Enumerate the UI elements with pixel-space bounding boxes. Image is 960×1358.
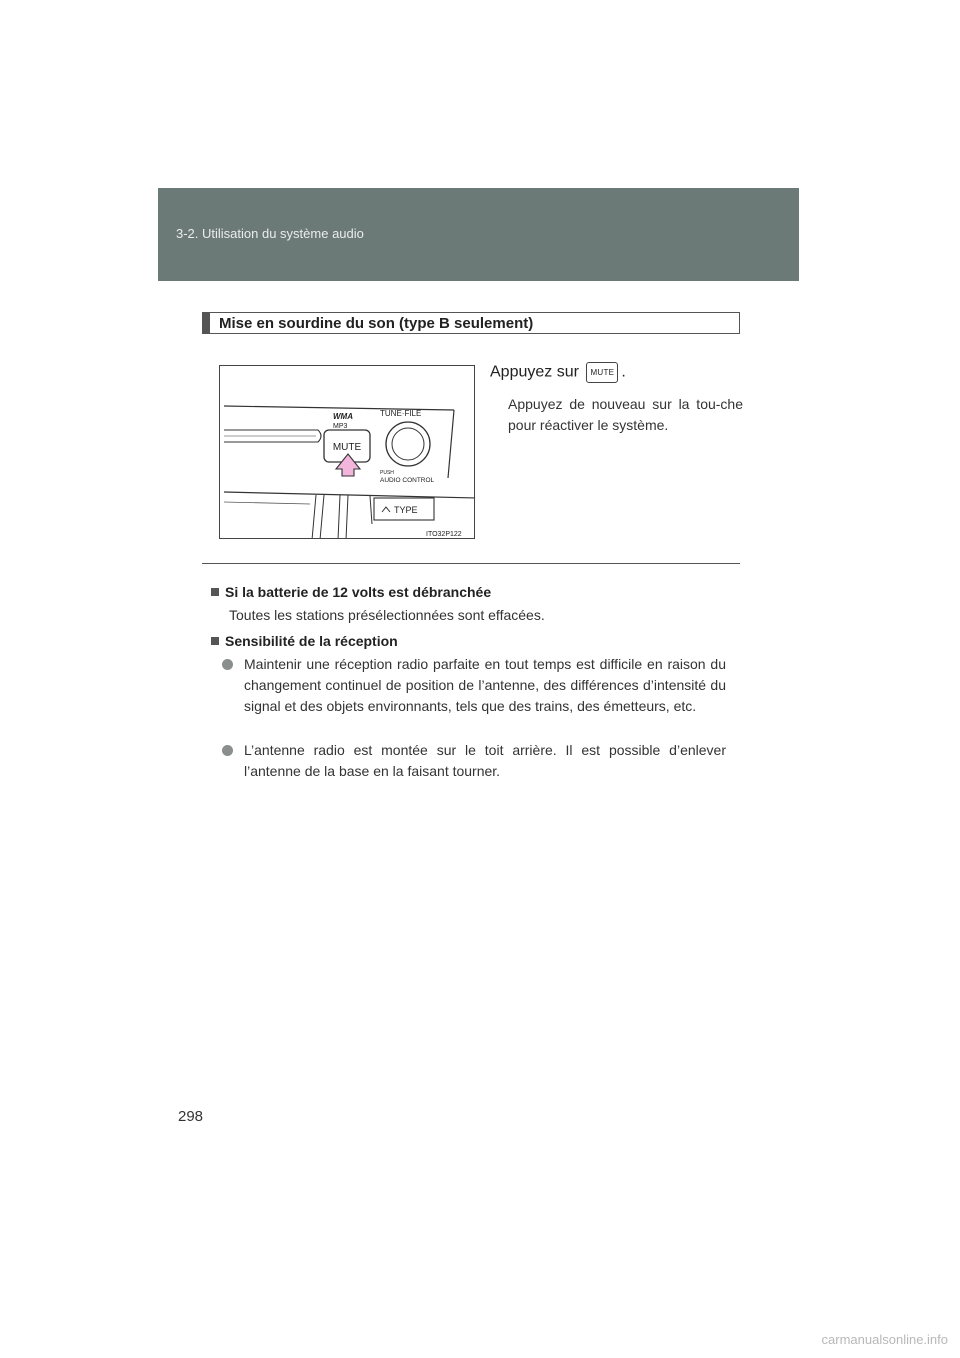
- tune-file-label: TUNE·FILE: [380, 409, 422, 418]
- section-header-text: 3-2. Utilisation du système audio: [176, 226, 364, 241]
- section-title: Mise en sourdine du son (type B seulement): [219, 315, 534, 332]
- mp3-logo: MP3: [333, 423, 348, 430]
- instruction-suffix: .: [621, 363, 626, 381]
- page-number: 298: [178, 1108, 204, 1125]
- section-header-bar: [158, 188, 799, 281]
- instruction-prefix: Appuyez sur: [490, 363, 579, 381]
- wma-logo: WMA: [333, 412, 353, 421]
- watermark: carmanualsonline.info: [821, 1332, 948, 1347]
- note-heading-text: Si la batterie de 12 volts est débranchée: [225, 584, 492, 600]
- note-heading-text: Sensibilité de la réception: [225, 633, 398, 649]
- note-bullet-reception-2: L’antenne radio est montée sur le toit arrière. Il est possible d’enlever l’antenne de la base en la faisant tourner.: [244, 742, 726, 779]
- square-bullet-icon: [211, 588, 219, 596]
- push-label: PUSH: [380, 470, 394, 476]
- divider-line: [202, 563, 740, 564]
- instruction-line: [490, 362, 626, 383]
- section-title-marker: [203, 313, 210, 333]
- instruction-note: Appuyez de nouveau sur la tou-che pour réactiver le système.: [508, 396, 743, 433]
- note-text-battery: Toutes les stations présélectionnées sont effacées.: [229, 607, 545, 623]
- round-bullet-icon: [222, 745, 233, 756]
- note-bullet-reception-1: Maintenir une réception radio parfaite en tout temps est difficile en raison du changement continuel de position de l’antenne, des différences d’intensité du signal et des objets environnants, tels que des trains, des émetteurs, etc.: [244, 656, 726, 714]
- square-bullet-icon: [211, 637, 219, 645]
- audio-panel-drawing: [220, 366, 475, 539]
- section-title-box: [202, 312, 740, 334]
- round-bullet-icon: [222, 659, 233, 670]
- type-button-label: TYPE: [394, 505, 418, 515]
- mute-button-label: MUTE: [332, 442, 362, 453]
- audio-panel-illustration: [219, 365, 475, 539]
- mute-key-icon: MUTE: [586, 362, 618, 383]
- audio-control-label: AUDIO CONTROL: [380, 477, 435, 484]
- note-heading-battery: [211, 584, 491, 600]
- note-heading-reception: [211, 633, 398, 649]
- figure-code: ITO32P122: [426, 531, 462, 538]
